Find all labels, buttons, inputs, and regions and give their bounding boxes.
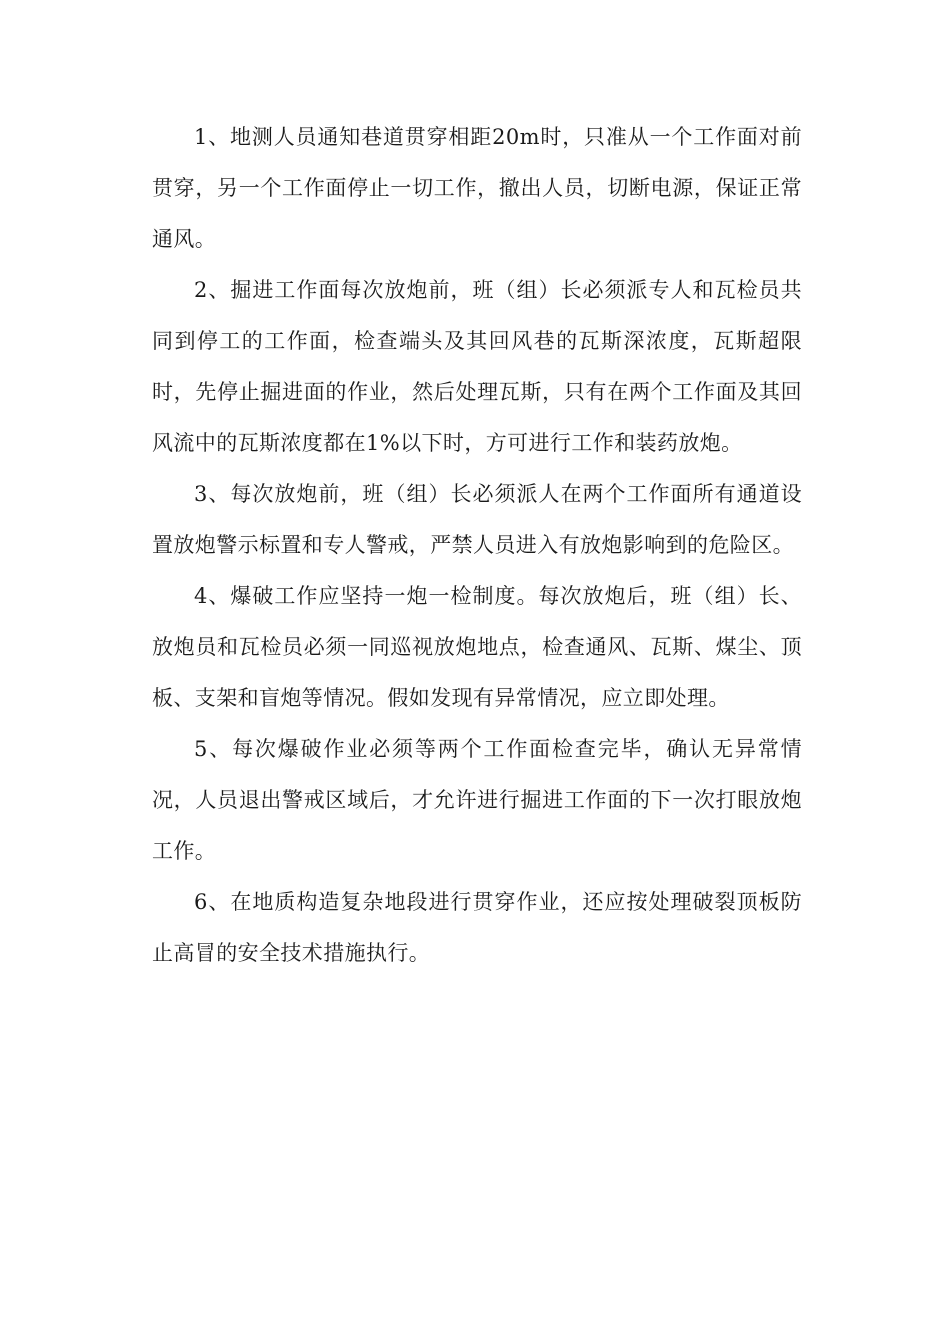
paragraph-1: 1、地测人员通知巷道贯穿相距20m时，只准从一个工作面对前贯穿，另一个工作面停止一切工作，撤出人员，切断电源，保证正常通风。 <box>152 125 802 251</box>
paragraph-3: 3、每次放炮前，班（组）长必须派人在两个工作面所有通道设置放炮警示标置和专人警戒，严禁人员进入有放炮影响到的危险区。 <box>152 482 802 557</box>
paragraph-4: 4、爆破工作应坚持一炮一检制度。每次放炮后，班（组）长、放炮员和瓦检员必须一同巡视放炮地点，检查通风、瓦斯、煤尘、顶板、支架和盲炮等情况。假如发现有异常情况，应立即处理。 <box>152 584 802 710</box>
paragraph-5: 5、每次爆破作业必须等两个工作面检查完毕，确认无异常情况，人员退出警戒区域后，才允许进行掘进工作面的下一次打眼放炮工作。 <box>152 737 802 863</box>
document-body <box>152 112 802 979</box>
paragraph-6: 6、在地质构造复杂地段进行贯穿作业，还应按处理破裂顶板防止高冒的安全技术措施执行。 <box>152 890 802 965</box>
paragraph-2: 2、掘进工作面每次放炮前，班（组）长必须派专人和瓦检员共同到停工的工作面，检查端头及其回风巷的瓦斯深浓度，瓦斯超限时，先停止掘进面的作业，然后处理瓦斯，只有在两个工作面及其回风流中的瓦斯浓度都在1%以下时，方可进行工作和装药放炮。 <box>152 278 802 455</box>
